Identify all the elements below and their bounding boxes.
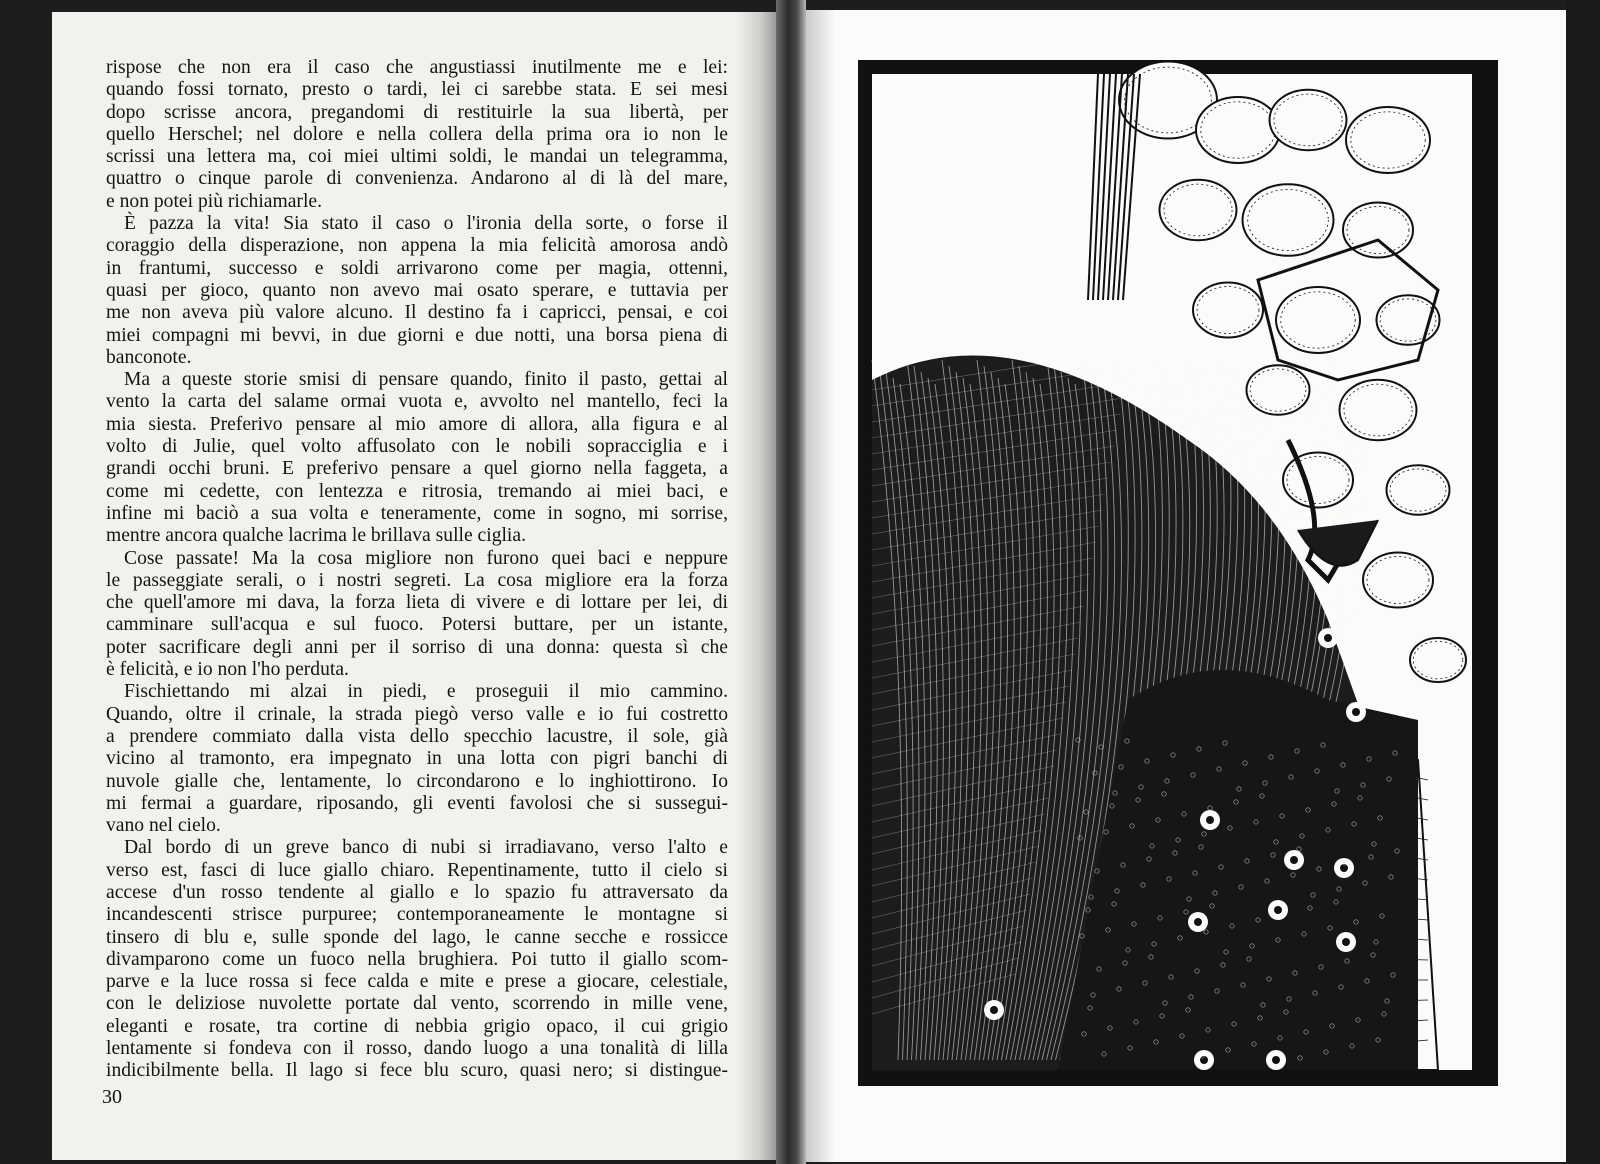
text-line: incandescenti strisce purpuree; contemporaneamente le montagne si: [106, 904, 728, 926]
text-line: grandi occhi bruni. E preferivo pensare a quel giorno nella faggeta, a: [106, 458, 728, 480]
text-line: con le deliziose nuvolette portate dal vento, scorrendo in mille vene,: [106, 993, 728, 1015]
text-line: Ma a queste storie smisi di pensare quando, finito il pasto, gettai al: [124, 369, 728, 391]
text-line: eleganti e rosate, tra cortine di nebbia grigio opaco, il cui grigio: [106, 1015, 728, 1037]
text-line: Quando, oltre il crinale, la strada piegò verso valle e io fui costretto: [106, 703, 728, 725]
text-line: mia siesta. Preferivo pensare al mio amore di allora, alla figura e al: [106, 413, 728, 435]
text-line: infine mi baciò a sua volta e teneramente, come in sogno, mi sorrise,: [106, 502, 728, 524]
text-line: indicibilmente bella. Il lago si fece blu scuro, quasi nero; si distingue-: [106, 1060, 728, 1082]
text-line: Fischiettando mi alzai in piedi, e proseguii il mio cammino.: [124, 681, 728, 703]
text-line: vento la carta del salame ormai vuota e, avvolto nel mantello, feci la: [106, 391, 728, 413]
text-line: a prendere commiato dalla vista dello specchio lacustre, il sole, già: [106, 725, 728, 747]
illustration-panel: [858, 60, 1498, 1086]
text-line: quello Herschel; nel dolore e nella collera della prima ora io non le: [106, 123, 728, 145]
page-number: 30: [102, 1086, 122, 1108]
text-line: parve e la luce rossa si fece calda e mite e prese a giocare, celestiale,: [106, 971, 728, 993]
text-line: Dal bordo di un greve banco di nubi si irradiavano, verso l'alto e: [124, 837, 728, 859]
text-line: divamparono come un fuoco nella brughiera. Poi tutto il giallo scom-: [106, 948, 728, 970]
pen-and-ink-illustration-icon: [858, 60, 1498, 1086]
text-line: dopo scrisse ancora, pregandomi di restituirle la sua libertà, per: [106, 101, 728, 123]
text-line: nuvole gialle che, lentamente, lo circondarono e lo inghiottirono. Io: [106, 770, 728, 792]
text-line: accese d'un rosso tendente al giallo e lo spazio fu attraversato da: [106, 881, 728, 903]
text-line: che quell'amore mi dava, la forza lieta di vivere e di lottare per lei, di: [106, 592, 728, 614]
body-text: [106, 57, 728, 1083]
text-line: quattro o cinque parole di convenienza. Andarono al di là del mare,: [106, 168, 728, 190]
text-line: volto di Julie, quel volto affusolato con le nobili sopracciglia e i: [106, 436, 728, 458]
right-gutter-shadow: [806, 10, 836, 1162]
text-line: miei compagni mi bevvi, in due giorni e due notti, una borsa piena di: [106, 324, 728, 346]
text-line: mentre ancora qualche lacrima le brillava sulle ciglia.: [106, 525, 526, 547]
book-spine: [776, 0, 806, 1164]
left-gutter-shadow: [736, 12, 776, 1160]
cover-edge: [1566, 0, 1600, 1164]
text-line: poter sacrificare degli anni per il sorriso di una donna: questa sì che: [106, 636, 728, 658]
text-line: scrissi una lettera ma, coi miei ultimi soldi, le mandai un telegramma,: [106, 146, 728, 168]
text-line: è felicità, e io non l'ho perduta.: [106, 659, 349, 681]
text-line: e non potei più richiamarle.: [106, 190, 323, 212]
text-line: vano nel cielo.: [106, 815, 221, 837]
text-line: tinsero di blu e, sulle sponde del lago, le canne secche e rossicce: [106, 926, 728, 948]
text-line: rispose che non era il caso che angustiassi inutilmente me e lei:: [106, 57, 728, 78]
text-line: banconote.: [106, 346, 192, 368]
text-line: lentamente si fondeva con il rosso, dando luogo a una tonalità di lilla: [106, 1038, 728, 1060]
text-line: vicino al tramonto, era impegnato in una lotta con pigri banchi di: [106, 748, 728, 770]
text-line: coraggio della disperazione, non appena la mia felicità amorosa andò: [106, 235, 728, 257]
text-line: le passeggiate serali, o i nostri segreti. La cosa migliore era la forza: [106, 569, 728, 591]
text-line: È pazza la vita! Sia stato il caso o l'ironia della sorte, o forse il: [124, 213, 728, 235]
text-line: me non aveva più valore alcuno. Il destino fa i capricci, pensai, e coi: [106, 302, 728, 324]
text-line: quasi per gioco, quanto non avevo mai osato sperare, e tuttavia per: [106, 279, 728, 301]
text-line: verso est, fasci di luce giallo chiaro. Repentinamente, tutto il cielo si: [106, 859, 728, 881]
text-line: quando fossi tornato, presto o tardi, lei ci sarebbe stata. E sei mesi: [106, 79, 728, 101]
text-line: camminare sull'acqua e sul fuoco. Potersi buttare, per un istante,: [106, 614, 728, 636]
text-line: mi fermai a guardare, riposando, gli eventi favolosi che si sussegui-: [106, 792, 728, 814]
text-line: in frantumi, successo e soldi arrivarono come per magia, ottenni,: [106, 257, 728, 279]
text-line: come mi cedette, con lentezza e ritrosia, tremando ai miei baci, e: [106, 480, 728, 502]
text-line: Cose passate! Ma la cosa migliore non furono quei baci e neppure: [124, 547, 728, 569]
